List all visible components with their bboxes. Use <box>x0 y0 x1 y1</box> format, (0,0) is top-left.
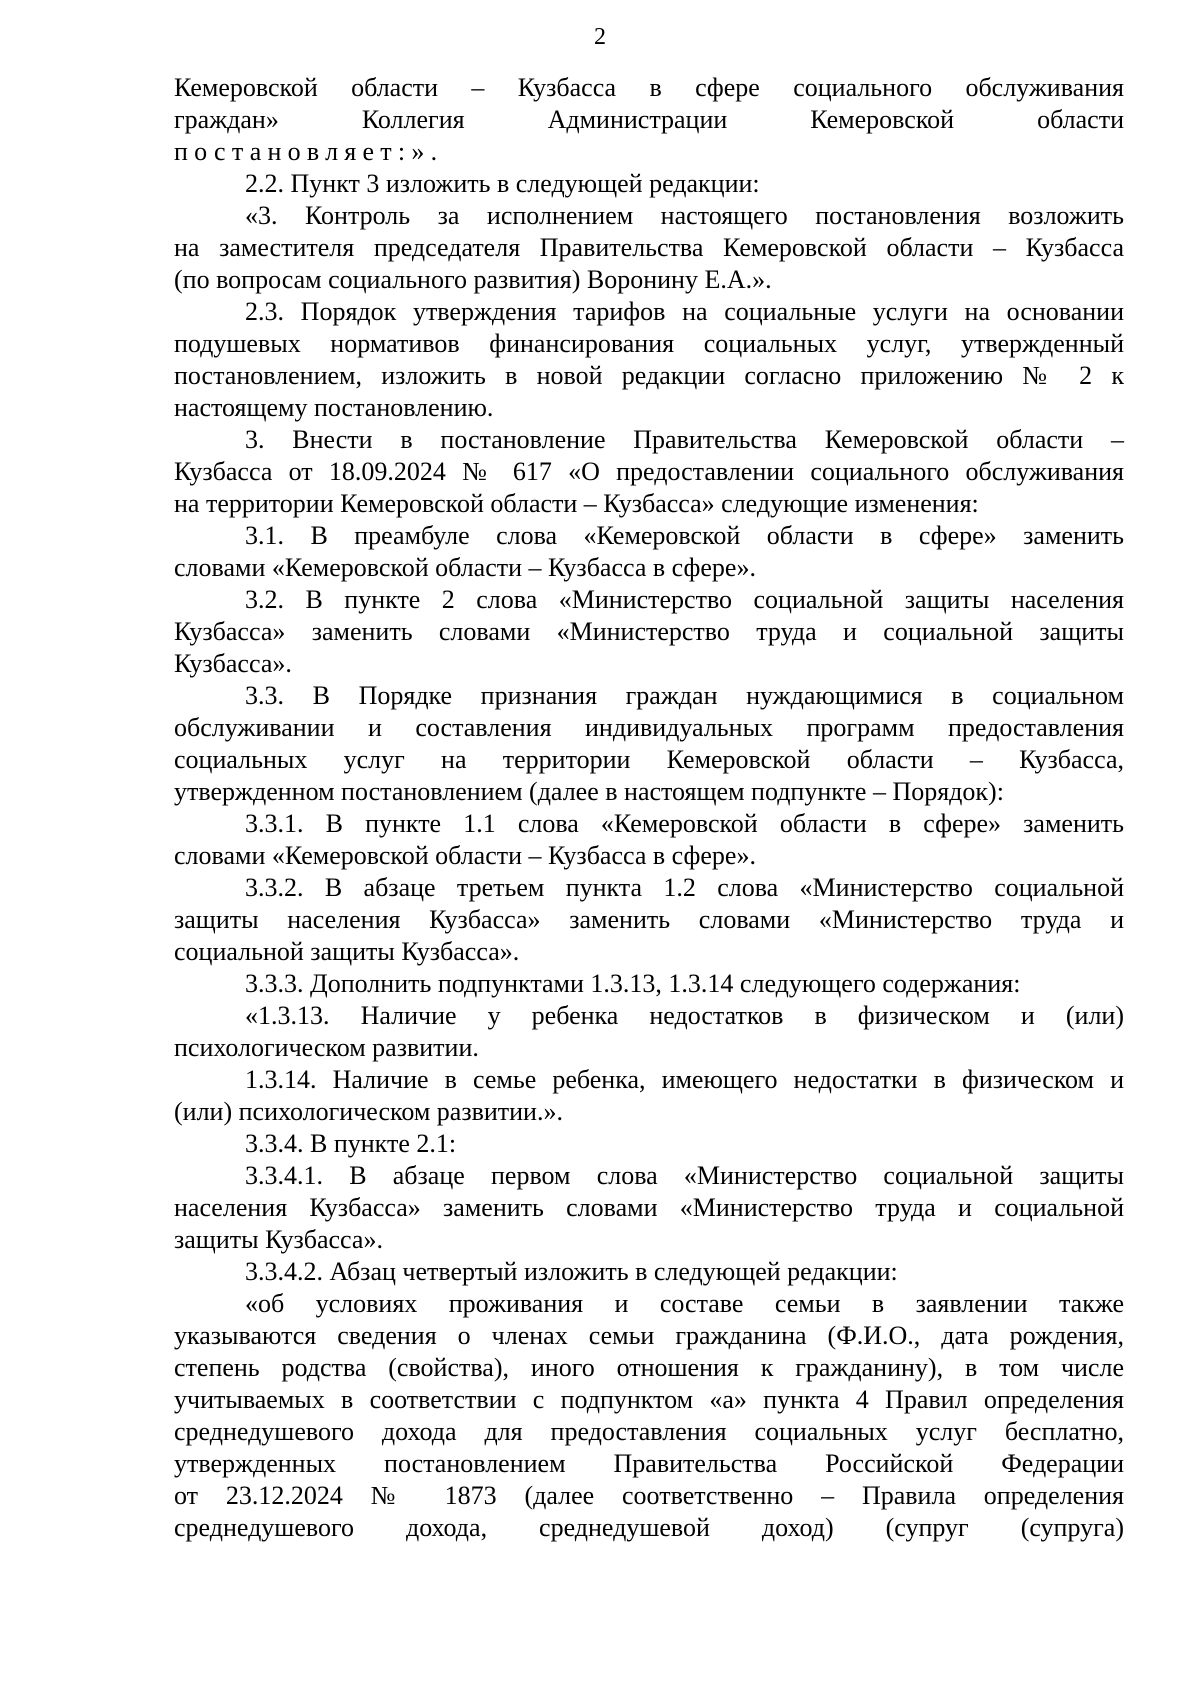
text-line: учитываемых в соответствии с подпунктом «а» пункта 4 Правил определения <box>174 1385 1124 1414</box>
text-line: граждан» Коллегия Администрации Кемеровской области <box>174 105 1124 134</box>
text-line: Кузбасса от 18.09.2024 № 617 «О предоставлении социального обслуживания <box>174 457 1124 486</box>
text-line: на заместителя председателя Правительства Кемеровской области – Кузбасса <box>174 233 1124 262</box>
text-line: постановляет:». <box>174 137 444 166</box>
text-line: социальных услуг на территории Кемеровской области – Кузбасса, <box>174 745 1124 774</box>
text-line: 3.2. В пункте 2 слова «Министерство социальной защиты населения <box>245 585 1124 614</box>
text-line: 3.3.4. В пункте 2.1: <box>245 1129 457 1158</box>
text-line: на территории Кемеровской области – Кузбасса» следующие изменения: <box>174 489 979 518</box>
text-line: защиты Кузбасса». <box>174 1225 383 1254</box>
text-line: 3. Внести в постановление Правительства Кемеровской области – <box>245 425 1124 454</box>
text-line: 2.2. Пункт 3 изложить в следующей редакции: <box>245 169 760 198</box>
text-line: от 23.12.2024 № 1873 (далее соответственно – Правила определения <box>174 1481 1124 1510</box>
text-line: 3.3.4.2. Абзац четвертый изложить в следующей редакции: <box>245 1257 898 1286</box>
text-line: утвержденных постановлением Правительства Российской Федерации <box>174 1449 1124 1478</box>
text-line: 3.3.1. В пункте 1.1 слова «Кемеровской области в сфере» заменить <box>245 809 1124 838</box>
text-line: 2.3. Порядок утверждения тарифов на социальные услуги на основании <box>245 297 1124 326</box>
text-line: населения Кузбасса» заменить словами «Министерство труда и социальной <box>174 1193 1124 1222</box>
text-line: среднедушевого дохода для предоставления социальных услуг бесплатно, <box>174 1417 1124 1446</box>
text-line: защиты населения Кузбасса» заменить словами «Министерство труда и <box>174 905 1124 934</box>
text-line: (или) психологическом развитии.». <box>174 1097 563 1126</box>
text-line: словами «Кемеровской области – Кузбасса в сфере». <box>174 841 756 870</box>
text-line: утвержденном постановлением (далее в настоящем подпункте – Порядок): <box>174 777 1004 806</box>
text-line: обслуживании и составления индивидуальных программ предоставления <box>174 713 1124 742</box>
text-line: постановлением, изложить в новой редакции согласно приложению № 2 к <box>174 361 1124 390</box>
text-line: настоящему постановлению. <box>174 393 494 422</box>
text-line: Кемеровской области – Кузбасса в сфере социального обслуживания <box>174 73 1124 102</box>
page-number: 2 <box>594 24 606 50</box>
text-line: социальной защиты Кузбасса». <box>174 937 520 966</box>
text-line: степень родства (свойства), иного отношения к гражданину), в том числе <box>174 1353 1124 1382</box>
text-line: 3.3.2. В абзаце третьем пункта 1.2 слова «Министерство социальной <box>245 873 1124 902</box>
text-line: Кузбасса» заменить словами «Министерство труда и социальной защиты <box>174 617 1124 646</box>
text-line: подушевых нормативов финансирования социальных услуг, утвержденный <box>174 329 1124 358</box>
text-line: «1.3.13. Наличие у ребенка недостатков в физическом и (или) <box>245 1001 1124 1030</box>
text-line: среднедушевого дохода, среднедушевой доход) (супруг (супруга) <box>174 1513 1124 1542</box>
text-line: 3.3.3. Дополнить подпунктами 1.3.13, 1.3.14 следующего содержания: <box>245 969 1021 998</box>
text-line: Кузбасса». <box>174 649 292 678</box>
text-line: «3. Контроль за исполнением настоящего постановления возложить <box>245 201 1124 230</box>
text-line: (по вопросам социального развития) Воронину Е.А.». <box>174 265 772 294</box>
text-line: 3.1. В преамбуле слова «Кемеровской области в сфере» заменить <box>245 521 1124 550</box>
text-line: словами «Кемеровской области – Кузбасса в сфере». <box>174 553 756 582</box>
text-line: психологическом развитии. <box>174 1033 479 1062</box>
text-line: указываются сведения о членах семьи гражданина (Ф.И.О., дата рождения, <box>174 1321 1124 1350</box>
text-line: «об условиях проживания и составе семьи в заявлении также <box>245 1289 1124 1318</box>
text-line: 3.3.4.1. В абзаце первом слова «Министерство социальной защиты <box>245 1161 1124 1190</box>
text-line: 1.3.14. Наличие в семье ребенка, имеющего недостатки в физическом и <box>245 1065 1124 1094</box>
text-line: 3.3. В Порядке признания граждан нуждающимися в социальном <box>245 681 1124 710</box>
